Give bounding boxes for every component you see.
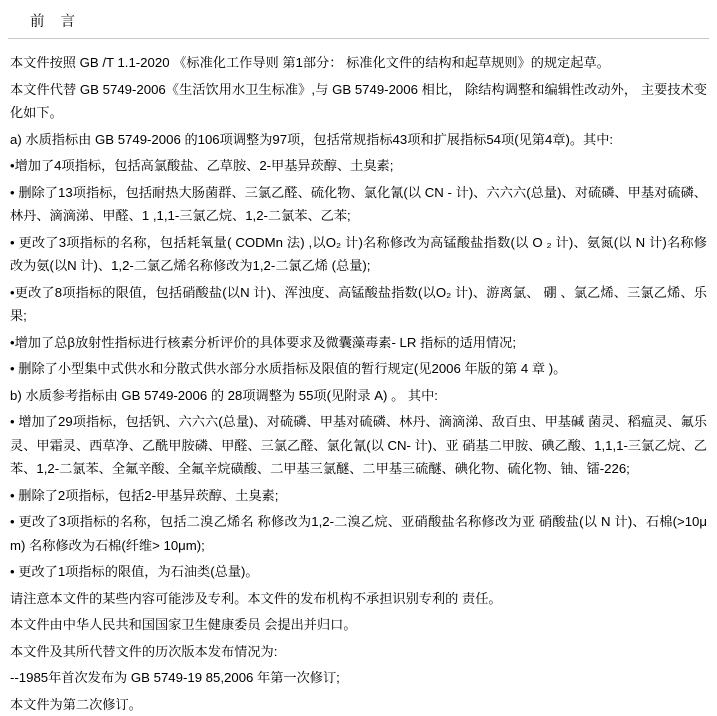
paragraph: 本文件及其所代替文件的历次版本发布情况为: <box>10 640 707 664</box>
paragraph: 本文件按照 GB /T 1.1-2020 《标准化工作导则 第1部分： 标准化文件的结构和起草规则》的规定起草。 <box>10 51 707 75</box>
paragraph: • 删除了13项指标，包括耐热大肠菌群、三氯乙醛、硫化物、氯化氰(以 CN - 计)、六六六(总量)、对硫磷、甲基对硫磷、林丹、滴滴涕、甲醛、1 ,1,1-三氯乙烷、1,2-二氯苯、乙苯; <box>10 181 707 228</box>
paragraph: • 更改了3项指标的名称，包括耗氧量( CODMn 法) ,以O₂ 计)名称修改为高锰酸盐指数(以 O ₂ 计)、氨氮(以 N 计)名称修改为氨(以N 计)、1,2-二氯乙烯名称修改为1,2-二氯乙烯 (总量); <box>10 231 707 278</box>
paragraph: •增加了4项指标，包括高氯酸盐、乙草胺、2-甲基异莰醇、土臭素; <box>10 154 707 178</box>
paragraph: 本文件由中华人民共和国国家卫生健康委员 会提出并归口。 <box>10 613 707 637</box>
paragraph: • 更改了1项指标的限值，为石油类(总量)。 <box>10 560 707 584</box>
header-divider <box>8 38 709 39</box>
paragraph: •增加了总β放射性指标进行核素分析评价的具体要求及微囊藻毒素- LR 指标的适用情况; <box>10 331 707 355</box>
paragraph: 本文件为第二次修订。 <box>10 693 707 716</box>
paragraph: •更改了8项指标的限值，包括硝酸盐(以N 计)、浑浊度、高锰酸盐指数(以O₂ 计)、游离氯、 硼 、氯乙烯、三氯乙烯、乐果; <box>10 281 707 328</box>
document-body <box>8 51 709 716</box>
paragraph: a) 水质指标由 GB 5749-2006 的106项调整为97项，包括常规指标43项和扩展指标54项(见第4章)。其中: <box>10 128 707 152</box>
page-title: 前 言 <box>30 12 709 32</box>
paragraph: 请注意本文件的某些内容可能涉及专利。本文件的发布机构不承担识别专利的 责任。 <box>10 587 707 611</box>
paragraph: • 删除了2项指标，包括2-甲基异莰醇、土臭素; <box>10 484 707 508</box>
paragraph: b) 水质参考指标由 GB 5749-2006 的 28项调整为 55项(见附录 A) 。 其中: <box>10 384 707 408</box>
paragraph: • 增加了29项指标，包括钒、六六六(总量)、对硫磷、甲基对硫磷、林丹、滴滴涕、敌百虫、甲基碱 菌灵、稻瘟灵、氟乐灵、甲霜灵、西草净、乙酰甲胺磷、甲醛、三氯乙醛、氯化氰(以 CN- 计)、亚 硝基二甲胺、碘乙酸、1,1,1-三氯乙烷、乙苯、1,2-二氯苯、全氟辛酸、全氟辛烷磺酸、二甲基三氯醚、二甲基三硫醚、碘化物、硫化物、铀、镭-226; <box>10 410 707 481</box>
paragraph: • 删除了小型集中式供水和分散式供水部分水质指标及限值的暂行规定(见2006 年版的第 4 章 )。 <box>10 357 707 381</box>
paragraph: 本文件代替 GB 5749-2006《生活饮用水卫生标准》,与 GB 5749-2006 相比， 除结构调整和编辑性改动外， 主要技术变化如下。 <box>10 78 707 125</box>
paragraph: --1985年首次发布为 GB 5749-19 85,2006 年第一次修订; <box>10 666 707 690</box>
paragraph: • 更改了3项指标的名称，包括二溴乙烯名 称修改为1,2-二溴乙烷、亚硝酸盐名称修改为亚 硝酸盐(以 N 计)、石棉(>10μm) 名称修改为石棉(纤维> 10μm); <box>10 510 707 557</box>
